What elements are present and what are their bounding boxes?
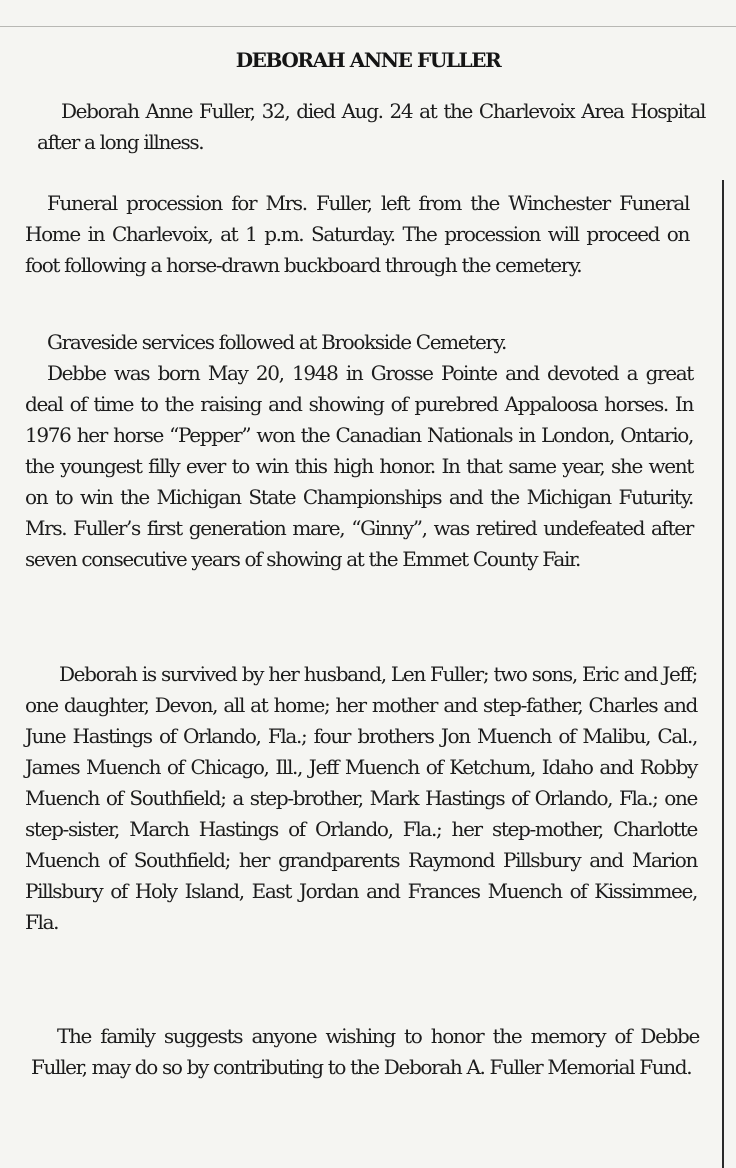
survivors-paragraph: Deborah is survived by her husband, Len Fuller; two sons, Eric and Jeff; one daughter, Devon, all at home; her mother and step-father, Charles and June Hastings of Orlando, Fla.; four brothers Jon Muench of Malibu, Cal., James Muench of Chicago, Ill., Jeff Muench of Ketchum, Idaho and Robby Muench of Southfield; a step-brother, Mark Hastings of Orlando, Fla.; one step-sister, March Hastings of Orlando, Fla.; her step-mother, Charlotte Muench of Southfield; her grandparents Raymond Pillsbury and Marion Pillsbury of Holy Island, East Jordan and Frances Muench of Kissimmee, Fla. [25, 662, 697, 934]
funeral-paragraph: Funeral procession for Mrs. Fuller, left from the Winchester Funeral Home in Charlevoix, at 1 p.m. Saturday. The procession will proceed on foot following a horse-drawn buckboard through the cemetery. [25, 191, 689, 277]
scan-edge [0, 26, 736, 27]
biography-paragraph: Debbe was born May 20, 1948 in Grosse Pointe and devoted a great deal of time to the raising and showing of purebred Appaloosa horses. In 1976 her horse “Pepper” won the Canadian Nationals in London, Ontario, the youngest filly ever to win this high honor. In that same year, she went on to win the Michigan State Championships and the Michigan Futurity. Mrs. Fuller’s first generation mare, “Ginny”, was retired undefeated after seven consecutive years of showing at the Emmet County Fair. [25, 361, 693, 571]
graveside-paragraph: Graveside services followed at Brookside Cemetery. [47, 330, 506, 354]
memorial-paragraph: The family suggests anyone wishing to honor the memory of Debbe Fuller, may do so by contributing to the Deborah A. Fuller Memorial Fund. [31, 1024, 699, 1079]
column-rule [722, 180, 724, 1168]
intro-paragraph: Deborah Anne Fuller, 32, died Aug. 24 at the Charlevoix Area Hospital after a long illness. [37, 99, 705, 154]
obituary-headline: DEBORAH ANNE FULLER [235, 48, 501, 72]
